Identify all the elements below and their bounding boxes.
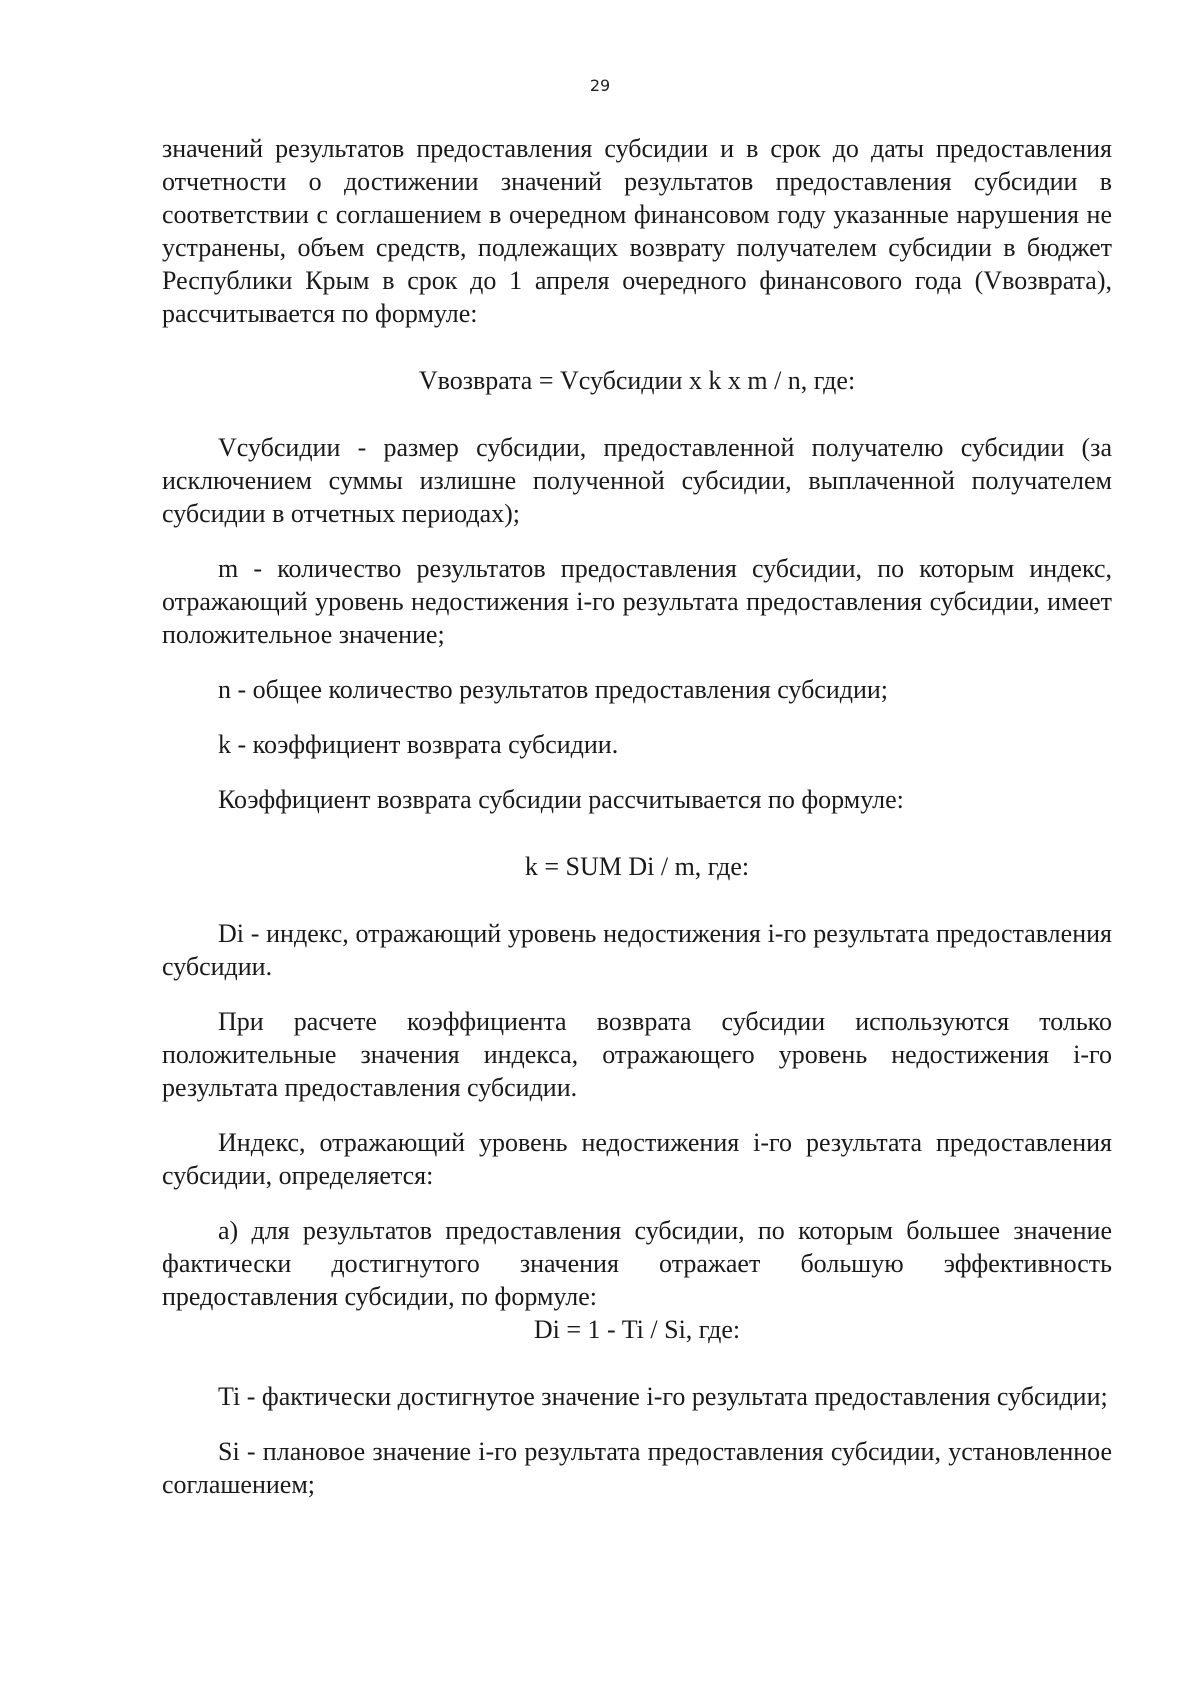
formula-di: Di = 1 - Ti / Si, где: <box>533 1315 741 1344</box>
paragraph-k-formula-intro: Коэффициент возврата субсидии рассчитывается по формуле: <box>218 785 904 814</box>
definition-m: m - количество результатов предоставления субсидии, по которым индекс, отражающий уровень недостижения i-го результата предоставления субсидии, имеет положительное значение; <box>162 554 1112 649</box>
paragraph-positive-values: При расчете коэффициента возврата субсидии используются только положительные значения индекса, отражающего уровень недостижения i-го результата предоставления субсидии. <box>162 1007 1112 1102</box>
paragraph-case-a: а) для результатов предоставления субсидии, по которым большее значение фактически достигнутого значения отражает большую эффективность предоставления субсидии, по формуле: <box>162 1216 1112 1311</box>
formula-k: k = SUM Di / m, где: <box>524 852 750 881</box>
page-number: 29 <box>589 76 611 95</box>
definition-di: Di - индекс, отражающий уровень недостижения i-го результата предоставления субсидии. <box>162 919 1112 981</box>
definition-si: Si - плановое значение i-го результата предоставления субсидии, установленное соглашением; <box>162 1437 1112 1499</box>
definition-n: n - общее количество результатов предоставления субсидии; <box>218 675 889 704</box>
definition-v-subsidy: Vсубсидии - размер субсидии, предоставленной получателю субсидии (за исключением суммы излишне полученной субсидии, выплаченной получателем субсидии в отчетных периодах); <box>162 433 1112 528</box>
definition-ti: Ti - фактически достигнутое значение i-го результата предоставления субсидии; <box>218 1382 1108 1411</box>
formula-return-volume: Vвозврата = Vсубсидии x k x m / n, где: <box>418 366 856 395</box>
paragraph-index-determined: Индекс, отражающий уровень недостижения i-го результата предоставления субсидии, определяется: <box>162 1128 1112 1190</box>
document-body <box>162 132 1112 1501</box>
definition-k: k - коэффициент возврата субсидии. <box>218 730 619 759</box>
paragraph-continuation: значений результатов предоставления субсидии и в срок до даты предоставления отчетности о достижении значений результатов предоставления субсидии в соответствии с соглашением в очередном финансовом году указанные нарушения не устранены, объем средств, подлежащих возврату получателем субсидии в бюджет Республики Крым в срок до 1 апреля очередного финансового года (Vвозврата), рассчитывается по формуле: <box>162 134 1112 328</box>
